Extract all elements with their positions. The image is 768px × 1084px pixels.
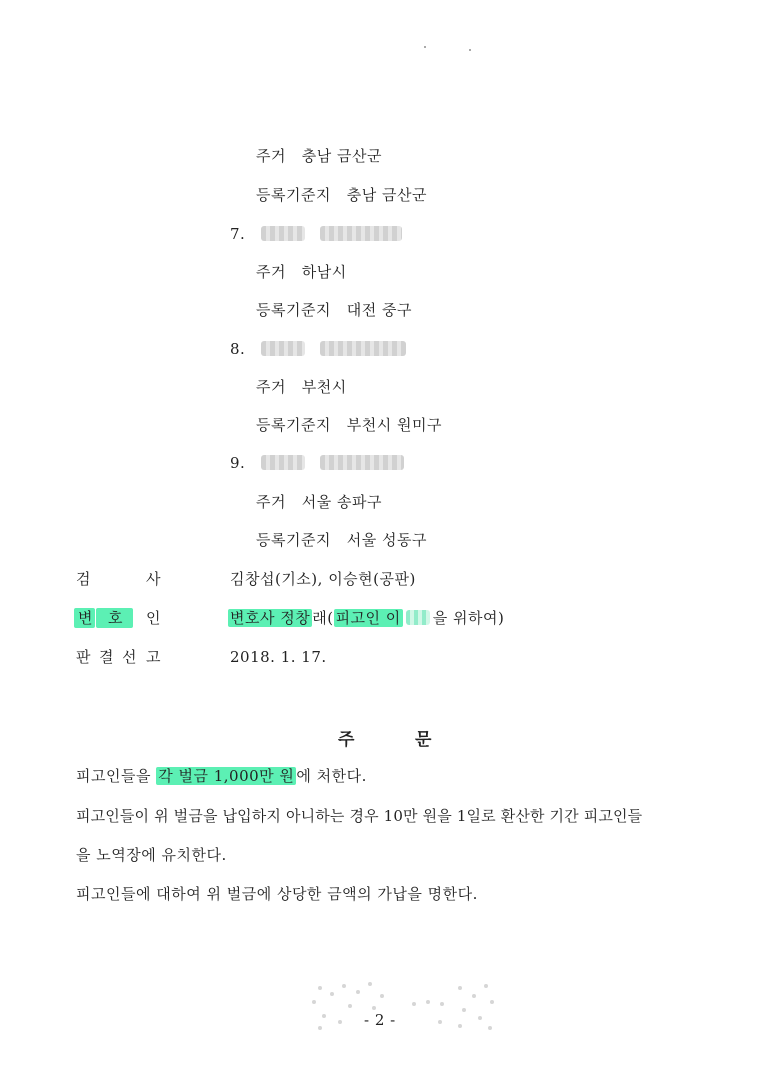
defendant-9-address: 주거 서울 송파구 xyxy=(256,493,383,511)
redacted-id xyxy=(320,341,406,356)
redacted-id xyxy=(320,455,404,470)
redacted-name xyxy=(261,226,305,241)
order-paragraph-1: 피고인들을 각 벌금 1,000만 원 에 처한다. xyxy=(76,767,367,785)
prosecutor-value: 김창섭(기소), 이승현(공판) xyxy=(230,570,416,588)
redacted-name xyxy=(261,341,305,356)
defendant-9-registry: 등록기준지 서울 성동구 xyxy=(256,531,427,549)
sentence-date-value: 2018. 1. 17. xyxy=(230,648,327,666)
redacted-name xyxy=(261,455,305,470)
defendant-8-registry: 등록기준지 부천시 원미구 xyxy=(256,416,442,434)
redacted-id xyxy=(320,226,402,241)
defendant-7-address: 주거 하남시 xyxy=(256,263,347,281)
defendant-7-registry: 등록기준지 대전 중구 xyxy=(256,301,412,319)
defendant-8-name: 8. xyxy=(230,339,406,359)
order-paragraph-3: 피고인들에 대하여 위 벌금에 상당한 금액의 가납을 명한다. xyxy=(76,885,478,903)
order-paragraph-2-line-2: 을 노역장에 유치한다. xyxy=(76,846,227,864)
scan-speck xyxy=(469,49,471,51)
order-paragraph-2-line-1: 피고인들이 위 벌금을 납입하지 아니하는 경우 10만 원을 1일로 환산한 기간 피고인들 xyxy=(76,807,643,825)
defendant-8-address: 주거 부천시 xyxy=(256,378,347,396)
defendant-7-name: 7. xyxy=(230,224,402,244)
defendant-6-address: 주거 충남 금산군 xyxy=(256,147,383,165)
scan-speck xyxy=(424,46,426,48)
redacted-name xyxy=(406,610,430,625)
defendant-6-registry: 등록기준지 충남 금산군 xyxy=(256,186,427,204)
page-number: - 2 - xyxy=(364,1011,396,1029)
defendant-9-name: 9. xyxy=(230,453,404,473)
counsel-value: 변호사 정창 래( 피고인 이 을 위하여) xyxy=(230,609,505,627)
